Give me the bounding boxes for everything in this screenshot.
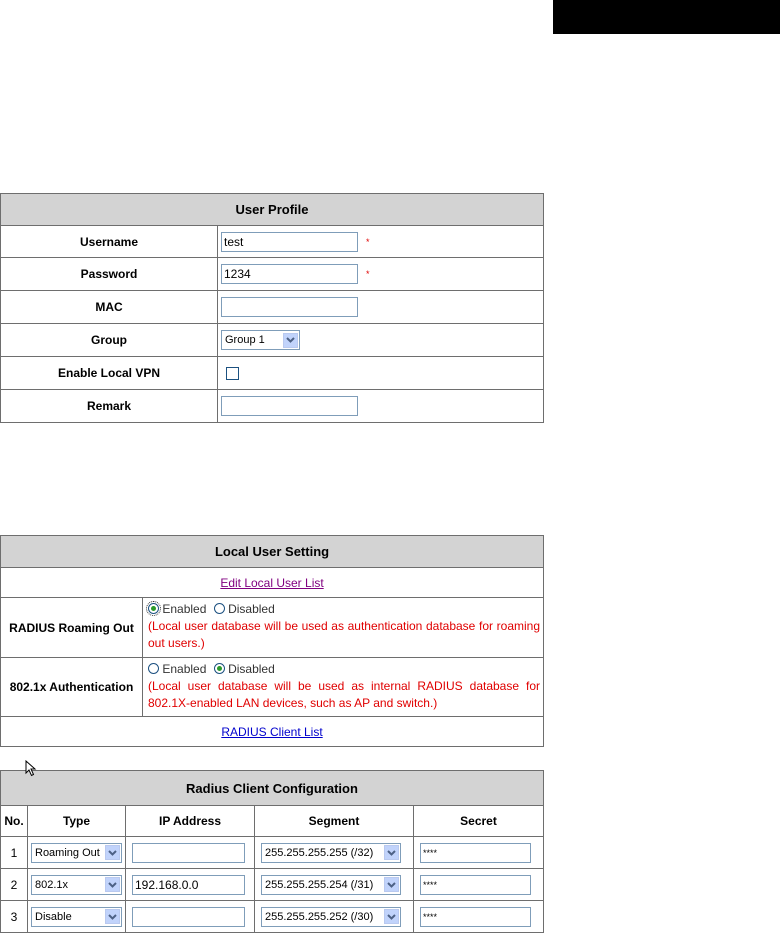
- enable-local-vpn-label: Enable Local VPN: [1, 357, 218, 390]
- type-select-value: 802.1x: [35, 878, 69, 891]
- type-select[interactable]: [31, 907, 122, 927]
- mac-label: MAC: [1, 291, 218, 324]
- group-select[interactable]: [221, 330, 300, 350]
- user-profile-table: [0, 193, 544, 423]
- dot1x-disabled-label: Disabled: [228, 662, 275, 676]
- password-input[interactable]: 1234: [221, 264, 358, 284]
- chevron-down-icon[interactable]: [283, 333, 298, 348]
- chevron-down-icon[interactable]: [105, 909, 120, 924]
- radius-client-config-title: Radius Client Configuration: [1, 771, 544, 806]
- chevron-down-icon[interactable]: [384, 877, 399, 892]
- segment-select[interactable]: [261, 907, 401, 927]
- segment-select-value: 255.255.255.255 (/32): [265, 846, 374, 859]
- dot1x-note: (Local user database will be used as internal RADIUS database for 802.1X-enabled LAN devices, such as AP and switch.): [148, 679, 541, 710]
- dot1x-enabled-radio[interactable]: [148, 663, 159, 674]
- row-number: 2: [1, 869, 28, 901]
- roaming-disabled-label: Disabled: [228, 602, 275, 616]
- top-black-bar: [553, 0, 780, 34]
- chevron-down-icon[interactable]: [105, 877, 120, 892]
- table-row: [1, 869, 544, 901]
- username-label: Username: [1, 226, 218, 258]
- type-select[interactable]: [31, 843, 122, 863]
- enable-local-vpn-checkbox[interactable]: [226, 367, 239, 380]
- type-select[interactable]: [31, 875, 122, 895]
- local-user-setting-title: Local User Setting: [1, 536, 544, 568]
- chevron-down-icon[interactable]: [384, 845, 399, 860]
- segment-select-value: 255.255.255.252 (/30): [265, 910, 374, 923]
- type-select-value: Roaming Out: [35, 846, 100, 859]
- segment-select[interactable]: [261, 875, 401, 895]
- row-number: 3: [1, 901, 28, 933]
- chevron-down-icon[interactable]: [105, 845, 120, 860]
- radius-client-config-table: [0, 770, 544, 933]
- local-user-setting-table: [0, 535, 544, 747]
- roaming-enabled-label: Enabled: [162, 602, 207, 616]
- secret-input[interactable]: ****: [420, 907, 531, 927]
- segment-select-value: 255.255.255.254 (/31): [265, 878, 374, 891]
- segment-select[interactable]: [261, 843, 401, 863]
- group-select-value: Group 1: [225, 334, 265, 346]
- dot1x-enabled-label: Enabled: [162, 662, 207, 676]
- ip-address-input[interactable]: [132, 907, 245, 927]
- col-header-secret: Secret: [414, 806, 544, 837]
- table-row: [1, 901, 544, 933]
- username-input[interactable]: test: [221, 232, 358, 252]
- roaming-enabled-radio[interactable]: [148, 603, 159, 614]
- col-header-type: Type: [28, 806, 126, 837]
- remark-label: Remark: [1, 390, 218, 423]
- col-header-segment: Segment: [255, 806, 414, 837]
- user-profile-title: User Profile: [1, 194, 544, 226]
- type-select-value: Disable: [35, 910, 72, 923]
- mouse-cursor-icon: [25, 760, 41, 778]
- group-label: Group: [1, 324, 218, 357]
- edit-local-user-list-link[interactable]: Edit Local User List: [220, 575, 324, 590]
- password-required-mark: *: [366, 269, 370, 279]
- radius-roaming-out-label: RADIUS Roaming Out: [1, 598, 143, 658]
- radius-client-list-link[interactable]: RADIUS Client List: [221, 724, 323, 739]
- roaming-disabled-radio[interactable]: [214, 603, 225, 614]
- col-header-ip-address: IP Address: [126, 806, 255, 837]
- secret-input[interactable]: ****: [420, 875, 531, 895]
- ip-address-input[interactable]: 192.168.0.0: [132, 875, 245, 895]
- dot1x-authentication-label: 802.1x Authentication: [1, 658, 143, 717]
- username-required-mark: *: [366, 236, 370, 247]
- chevron-down-icon[interactable]: [384, 909, 399, 924]
- roaming-note: (Local user database will be used as authentication database for roaming out users.): [148, 619, 541, 650]
- table-row: [1, 837, 544, 869]
- remark-input[interactable]: [221, 396, 358, 416]
- ip-address-input[interactable]: [132, 843, 245, 863]
- dot1x-disabled-radio[interactable]: [214, 663, 225, 674]
- password-label: Password: [1, 258, 218, 291]
- secret-input[interactable]: ****: [420, 843, 531, 863]
- col-header-no: No.: [1, 806, 28, 837]
- row-number: 1: [1, 837, 28, 869]
- mac-input[interactable]: [221, 297, 358, 317]
